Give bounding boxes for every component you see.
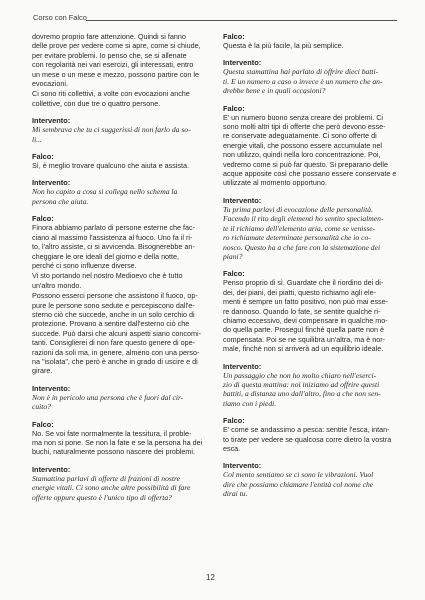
paragraph: dovremo proprio fare attenzione. Quindi si fanno delle prove per vedere come si apre, come si chiude, per evitare problemi. Io penso che, se si allenate con regolarità nei vari esercizi, gli interessati, entro un mese o un mese e mezzo, possono partire con le evocazioni.: [32, 32, 201, 89]
paragraph: Stamattina parlavi di offerte di frazioni di nostre energie vitali. Ci sono anche altre possibilità di fare offerte oppure questo è l'unico tipo di offerta?: [32, 473, 191, 502]
right-column: [223, 32, 399, 507]
question-text: [223, 67, 399, 95]
answer-text: [223, 41, 399, 50]
dialogue-block: [223, 196, 399, 261]
dialogue-block: [32, 32, 208, 108]
question-text: [223, 470, 399, 498]
speaker-label: Falco:: [223, 269, 245, 279]
speaker-label: Falco:: [32, 152, 54, 162]
speaker-label: Intervento:: [223, 461, 262, 471]
speaker-label: Falco:: [223, 103, 245, 113]
question-text: [223, 371, 399, 409]
speaker-label: Intervento:: [32, 464, 71, 474]
dialogue-block: [32, 384, 208, 412]
dialogue-block: [32, 152, 208, 170]
speaker-label: Intervento:: [32, 116, 71, 126]
answer-text: [32, 32, 208, 108]
paragraph: Questa stamattina hai parlato di offrire dieci batti- ti. E un numero a caso o invece è un numero che an- drebbe bene e in quali occasioni?: [223, 67, 383, 96]
question-text: [32, 187, 208, 206]
dialogue-block: [223, 58, 399, 95]
dialogue-block: [223, 104, 399, 188]
left-column: [32, 32, 208, 510]
speaker-label: Falco:: [32, 419, 54, 429]
paragraph: Tu prima parlavi di evocazione delle personalità. Facendo il rito degli elementi ho sentito specialmen- te il richiamo dell'elemento aria, come se venisse- ro richiamate determinate personalità che io co- nosco. Questo ha a che fare con la sistemazione dei piani?: [223, 204, 384, 261]
speaker-label: Intervento:: [32, 383, 71, 393]
dialogue-block: [223, 416, 399, 453]
page-number: 12: [206, 573, 215, 582]
header-rule: [86, 20, 397, 21]
paragraph: Questa è la più facile, la più semplice.: [223, 41, 344, 50]
paragraph: Non è in pericolo una persona che è fuori dal cir- cuito?: [32, 392, 184, 412]
paragraph: Finora abbiamo parlato di persone esterne che fac- ciano al massimo l'assistenza al fuoco. Uno fa il ri- to, l'altro assiste, ci si avvicenda. Bisognerebbe an- cheggiare le ore ideali del giorno e della notte, perché ci sono influenze diverse.: [32, 223, 196, 270]
paragraph: Un passaggio che non ho molto chiaro nell'eserci- zio di questa mattina: noi iniziamo ad offrire questi battiti, a distanza uno dall'altro, fino a che non sen- tiamo con i piedi.: [223, 370, 381, 408]
speaker-label: Intervento:: [223, 195, 262, 205]
paragraph: Mi sembrava che tu ci suggerissi di non farlo da so- li...: [32, 125, 191, 144]
dialogue-block: [32, 214, 208, 376]
dialogue-block: [223, 461, 399, 498]
answer-text: [32, 429, 208, 457]
dialogue-block: [32, 465, 208, 502]
paragraph: Sì, è meglio trovare qualcuno che aiuta e assista.: [32, 161, 190, 171]
question-text: [223, 205, 399, 261]
question-text: [32, 125, 208, 144]
answer-text: [223, 425, 399, 453]
dialogue-block: [223, 362, 399, 409]
paragraph: E' come se andassimo a pesca: sentite l'esca, intan- to tirate per vedere se qualcosa corre dietro la vostra esca.: [223, 425, 392, 453]
paragraph: Col mento sentiamo se ci sono le vibrazioni. Vuol dire che possiamo chiamare l'entità col nome che dirai tu.: [223, 470, 374, 499]
paragraph: Vi sto portando nel nostro Medioevo che è tutto un'altro mondo.: [32, 271, 183, 290]
speaker-label: Falco:: [32, 214, 54, 224]
dialogue-block: [32, 116, 208, 144]
dialogue-block: [223, 32, 399, 50]
answer-text: [32, 223, 208, 376]
answer-text: [32, 161, 208, 170]
dialogue-block: [223, 269, 399, 353]
paragraph: Possono esserci persone che assistono il fuoco, op- pure le persone sono sedute e percepiscono dall'e- sterno ciò che succede, anche in un solo cerchio di protezione. Provano a sentire dall'esterno ciò che succede. Può darsi che alcuni aspetti siano concomi- tanti. Consiglierei di non fare questo genere di ope- razioni da soli ma, in genere, almeno con una perso- na "isolata", che però è anche in grado di uscire e di girare.: [32, 291, 201, 376]
dialogue-block: [32, 178, 208, 206]
speaker-label: Intervento:: [223, 361, 262, 371]
speaker-label: Falco:: [223, 32, 245, 41]
paragraph: Non ho capito a cosa si collega nello schema la persona che aiuta.: [32, 187, 178, 206]
speaker-label: Intervento:: [223, 58, 262, 68]
speaker-label: Intervento:: [32, 178, 71, 188]
question-text: [32, 474, 208, 502]
paragraph: E' un numero buono senza creare dei problemi. Ci sono molti altri tipi di offerte che però devono esse- re conservate adeguatamente. Ci sono offerte di energie vitali, che possono essere accumulate nel non utilizzo, quindi nella loro concentrazione. Poi, vedremo come si può far questo. Si preparano delle acque apposite così che possano essere conservate e utilizzate al momento opportuno.: [223, 112, 397, 188]
answer-text: [223, 113, 399, 188]
paragraph: Penso proprio di sì. Guardate che il riordino dei di- dei, dei piani, dei piatti, questo richiamo agli ele- menti è sempre un fatto positivo, non può mai esse- re dannoso. Quando lo fate, se sentite qualche ri- chiamo eccessivo, devi compensare in qualche mo- do quella parte. Proseguì finché quella parte non è compensata. Poi se ne squilibra un'altra, ma è nor- male, finché non si arriverà ad un equilibrio ideale.: [223, 278, 389, 354]
question-text: [32, 393, 208, 412]
answer-text: [223, 278, 399, 353]
dialogue-block: [32, 420, 208, 457]
paragraph: No. Se voi fate normalmente la tessitura, il proble- ma non si pone. Se non la fate e se la persona ha dei buchi, naturalmente possono nascere dei problemi.: [32, 428, 203, 457]
paragraph: Ci sono riti collettivi, a volte con evocazioni anche collettive, con due tre o quattro persone.: [32, 89, 190, 108]
running-header: Corso con Falco: [33, 13, 87, 22]
speaker-label: Falco:: [223, 416, 245, 426]
